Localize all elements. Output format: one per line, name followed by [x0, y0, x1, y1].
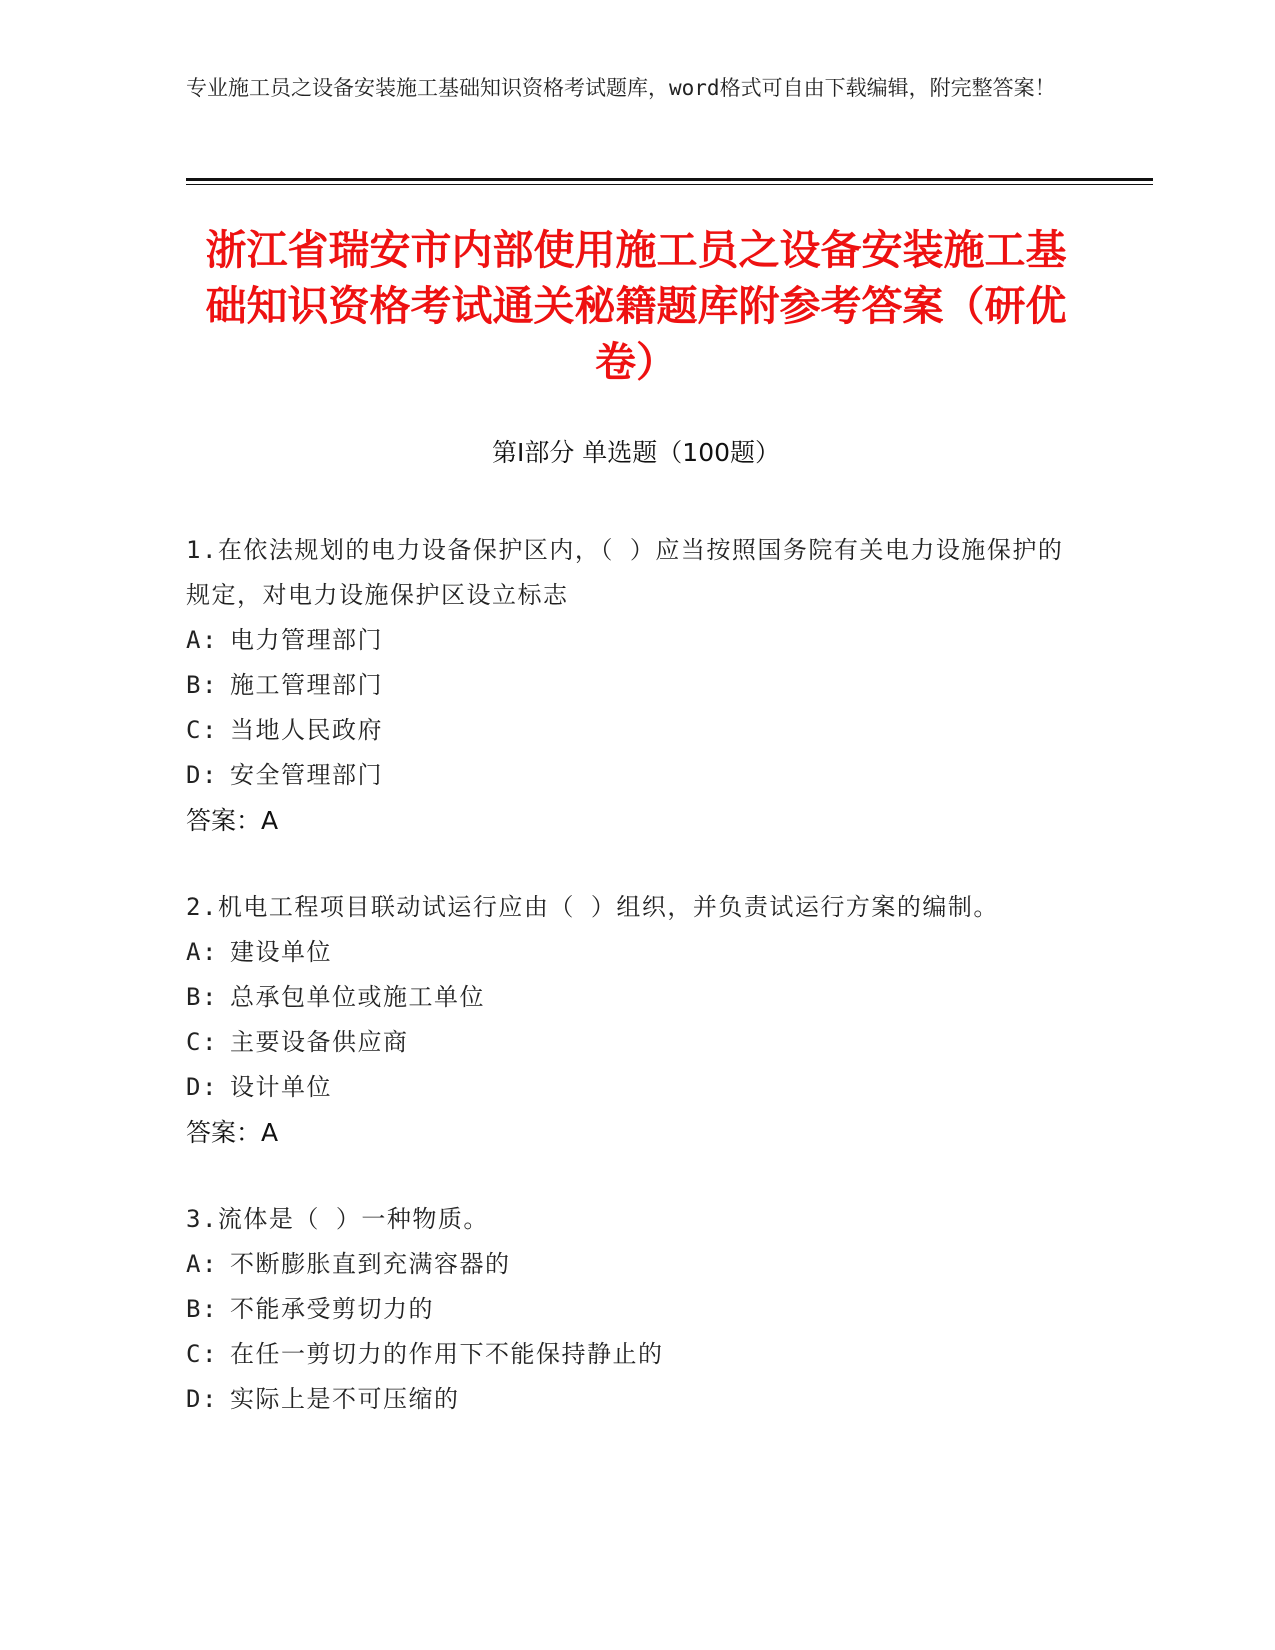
option-c — [186, 1332, 1086, 1377]
option-text: 主要设备供应商 — [230, 1028, 409, 1056]
option-d — [186, 753, 1086, 798]
answer-line: 答案：A — [186, 806, 279, 835]
document-title: 浙江省瑞安市内部使用施工员之设备安装施工基础知识资格考试通关秘籍题库附参考答案（研优卷） — [205, 226, 1067, 386]
option-letter: A: — [186, 1250, 218, 1278]
header-divider-thick — [186, 178, 1153, 181]
option-text: 建设单位 — [230, 938, 332, 966]
option-letter: B: — [186, 671, 218, 699]
option-text: 设计单位 — [230, 1073, 332, 1101]
option-c — [186, 1020, 1086, 1065]
option-a — [186, 618, 1086, 663]
option-letter: B: — [186, 983, 218, 1011]
option-letter: A: — [186, 626, 218, 654]
option-letter: D: — [186, 1073, 218, 1101]
option-b — [186, 975, 1086, 1020]
question-list — [186, 528, 1086, 1464]
question-text: 1.在依法规划的电力设备保护区内，（ ）应当按照国务院有关电力设施保护的规定，对电力设施保护区设立标志 — [186, 536, 1064, 609]
option-letter: D: — [186, 761, 218, 789]
section-heading: 第Ⅰ部分 单选题（100题） — [491, 438, 781, 467]
option-d — [186, 1377, 1086, 1422]
option-text: 实际上是不可压缩的 — [230, 1385, 460, 1413]
header-divider-thin — [186, 184, 1153, 185]
option-b — [186, 663, 1086, 708]
option-letter: D: — [186, 1385, 218, 1413]
answer-line: 答案：A — [186, 1118, 279, 1147]
option-a — [186, 930, 1086, 975]
question-text: 2.机电工程项目联动试运行应由（ ）组织，并负责试运行方案的编制。 — [186, 893, 999, 921]
question-3 — [186, 1197, 1086, 1422]
option-letter: C: — [186, 716, 218, 744]
option-text: 当地人民政府 — [230, 716, 383, 744]
option-c — [186, 708, 1086, 753]
option-text: 不能承受剪切力的 — [230, 1295, 434, 1323]
question-1 — [186, 528, 1086, 843]
option-letter: B: — [186, 1295, 218, 1323]
option-letter: C: — [186, 1028, 218, 1056]
option-a — [186, 1242, 1086, 1287]
option-text: 不断膨胀直到充满容器的 — [230, 1250, 511, 1278]
option-text: 在任一剪切力的作用下不能保持静止的 — [230, 1340, 664, 1368]
option-letter: C: — [186, 1340, 218, 1368]
option-text: 总承包单位或施工单位 — [230, 983, 485, 1011]
option-d — [186, 1065, 1086, 1110]
option-b — [186, 1287, 1086, 1332]
option-letter: A: — [186, 938, 218, 966]
option-text: 施工管理部门 — [230, 671, 383, 699]
question-text: 3.流体是（ ）一种物质。 — [186, 1205, 489, 1233]
header-note: 专业施工员之设备安装施工基础知识资格考试题库，word格式可自由下载编辑，附完整答案！ — [186, 76, 1056, 100]
option-text: 电力管理部门 — [230, 626, 383, 654]
question-2 — [186, 885, 1086, 1155]
option-text: 安全管理部门 — [230, 761, 383, 789]
